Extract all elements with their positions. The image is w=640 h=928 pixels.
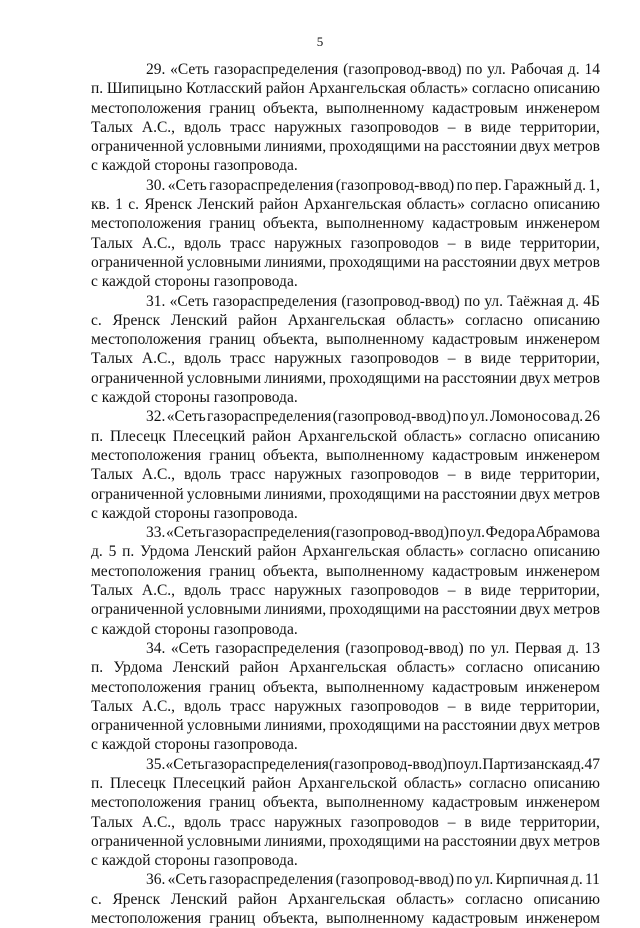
- list-item-line: Талых А.С., вдоль трасс наружных газопроводов – в виде территории,: [91, 582, 600, 600]
- list-item: [91, 523, 600, 639]
- list-item-line: с каждой стороны газопровода.: [91, 389, 298, 407]
- list-item: [91, 639, 600, 755]
- list-item-line: с. Яренск Ленский район Архангельская область» согласно описанию: [91, 311, 600, 329]
- list-item: [91, 176, 600, 292]
- list-item-line: 34. «Сеть газораспределения (газопровод-ввод) по ул. Первая д. 13: [146, 639, 600, 657]
- list-item-line: п. Урдома Ленский район Архангельская область» согласно описанию: [91, 659, 600, 677]
- list-item-line: 35. «Сеть газораспределения (газопровод-ввод) по ул. Партизанская д. 47: [146, 755, 600, 773]
- list-item-line: местоположения границ объекта, выполненному кадастровым инженером: [91, 794, 600, 812]
- list-item-line: 33. «Сеть газораспределения (газопровод-ввод) по ул. Федора Абрамова: [146, 524, 600, 542]
- list-item-line: местоположения границ объекта, выполненному кадастровым инженером: [91, 215, 600, 233]
- list-item-line: местоположения границ объекта, выполненному кадастровым инженером: [91, 331, 600, 349]
- list-item-line: местоположения границ объекта, выполненному кадастровым инженером: [91, 562, 600, 580]
- list-item-line: ограниченной условными линиями, проходящими на расстоянии двух метров: [91, 717, 600, 735]
- list-item-line: ограниченной условными линиями, проходящими на расстоянии двух метров: [91, 601, 600, 619]
- list-item-line: Талых А.С., вдоль трасс наружных газопроводов – в виде территории,: [91, 118, 600, 136]
- list-item-line: 36. «Сеть газораспределения (газопровод-ввод) по ул. Кирпичная д. 11: [146, 871, 600, 889]
- list-item-line: 29. «Сеть газораспределения (газопровод-ввод) по ул. Рабочая д. 14: [146, 61, 600, 78]
- list-item: [91, 755, 600, 871]
- list-item-line: с каждой стороны газопровода.: [91, 736, 298, 754]
- list-item-line: Талых А.С., вдоль трасс наружных газопроводов – в виде территории,: [91, 466, 600, 484]
- list-item-line: 32. «Сеть газораспределения (газопровод-ввод) по ул. Ломоносова д. 26: [146, 408, 600, 426]
- list-item-line: п. Плесецк Плесецкий район Архангельской область» согласно описанию: [91, 774, 600, 792]
- list-item-line: с каждой стороны газопровода.: [91, 504, 298, 522]
- list-item-line: ограниченной условными линиями, проходящими на расстоянии двух метров: [91, 138, 600, 156]
- list-item-line: местоположения границ объекта, выполненному кадастровым инженером: [91, 446, 600, 464]
- list-item-line: ограниченной условными линиями, проходящими на расстоянии двух метров: [91, 369, 600, 387]
- list-item: [91, 870, 600, 928]
- list-item-line: кв. 1 с. Яренск Ленский район Архангельская область» согласно описанию: [91, 196, 600, 214]
- list-item-line: с каждой стороны газопровода.: [91, 157, 298, 175]
- list-item-line: с. Яренск Ленский район Архангельская область» согласно описанию: [91, 890, 600, 908]
- list-item-line: п. Плесецк Плесецкий район Архангельской область» согласно описанию: [91, 427, 600, 445]
- list-item: [91, 292, 600, 408]
- list-item-line: с каждой стороны газопровода.: [91, 620, 298, 638]
- list-item-line: Талых А.С., вдоль трасс наружных газопроводов – в виде территории,: [91, 813, 600, 831]
- page-number: 5: [316, 34, 324, 49]
- list-item-line: с каждой стороны газопровода.: [91, 852, 298, 870]
- list-item-line: ограниченной условными линиями, проходящими на расстоянии двух метров: [91, 485, 600, 503]
- list-item-line: ограниченной условными линиями, проходящими на расстоянии двух метров: [91, 253, 600, 271]
- list-item-line: ограниченной условными линиями, проходящими на расстоянии двух метров: [91, 832, 600, 850]
- list-item-line: Талых А.С., вдоль трасс наружных газопроводов – в виде территории,: [91, 350, 600, 368]
- list-item-line: с каждой стороны газопровода.: [91, 273, 298, 291]
- list-item-line: местоположения границ объекта, выполненному кадастровым инженером: [91, 99, 600, 117]
- list-item: [91, 407, 600, 523]
- document-body: [91, 60, 600, 928]
- list-item-line: Талых А.С., вдоль трасс наружных газопроводов – в виде территории,: [91, 234, 600, 252]
- list-item-line: д. 5 п. Урдома Ленский район Архангельская область» согласно описанию: [91, 543, 600, 561]
- list-item-line: 31. «Сеть газораспределения (газопровод-ввод) по ул. Таёжная д. 4Б: [146, 292, 600, 310]
- list-item-line: Талых А.С., вдоль трасс наружных газопроводов – в виде территории,: [91, 697, 600, 715]
- list-item: [91, 60, 600, 176]
- list-item-line: местоположения границ объекта, выполненному кадастровым инженером: [91, 678, 600, 696]
- list-item-line: местоположения границ объекта, выполненному кадастровым инженером: [91, 910, 600, 928]
- list-item-line: 30. «Сеть газораспределения (газопровод-ввод) по пер. Гаражный д. 1,: [146, 176, 600, 194]
- list-item-line: п. Шипицыно Котласский район Архангельская область» согласно описанию: [91, 80, 600, 98]
